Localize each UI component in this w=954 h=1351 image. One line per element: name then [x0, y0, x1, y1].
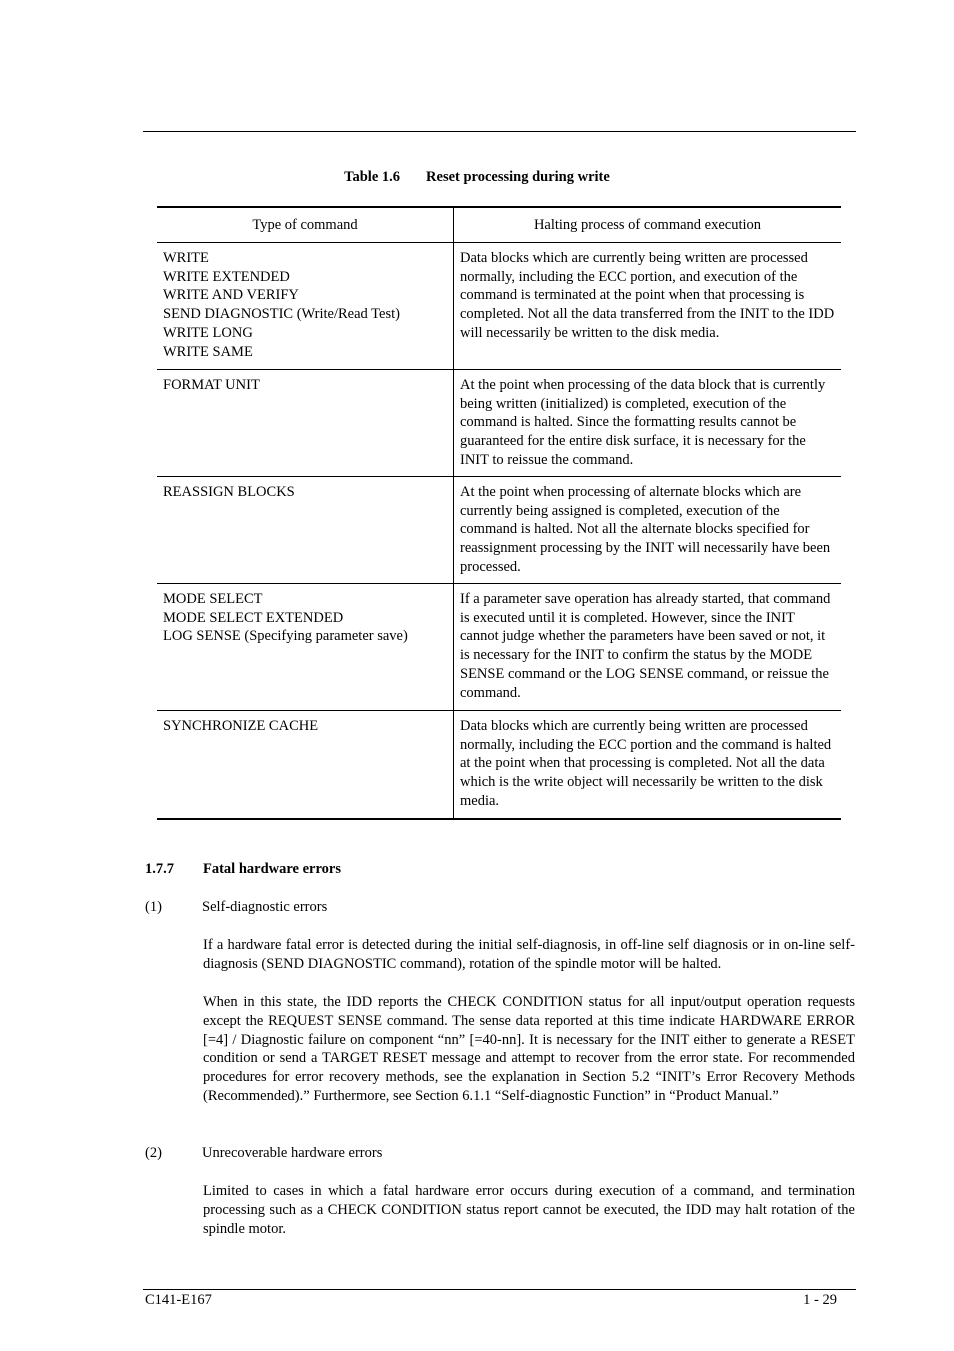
process-cell: At the point when processing of alternate blocks which are currently being assigned is completed, execution of the command is halted. Not all the alternate blocks specified for reassignment processing by the INIT will necessarily have been processed.	[454, 476, 842, 583]
command-cell	[157, 242, 454, 369]
command-name: WRITE AND VERIFY	[163, 287, 299, 304]
process-cell: Data blocks which are currently being written are processed normally, including the ECC portion and the command is halted at the point when that processing is completed. Not all the data which is the write object will necessarily be written to the disk media.	[454, 710, 842, 819]
footer-rule	[143, 1289, 856, 1290]
table-row	[157, 476, 841, 583]
process-cell: At the point when processing of the data block that is currently being written (initialized) is completed, execution of the command is halted. Since the formatting results cannot be guaranteed for the entire disk surface, it is necessary for the INIT to reissue the command.	[454, 369, 842, 476]
table-caption	[0, 169, 954, 186]
command-cell	[157, 583, 454, 710]
item-number: (1)	[145, 899, 162, 915]
command-cell	[157, 476, 454, 583]
item-heading	[145, 899, 327, 916]
command-cell	[157, 369, 454, 476]
paragraph: If a hardware fatal error is detected during the initial self-diagnosis, in off-line self diagnosis or in on-line self-diagnosis (SEND DIAGNOSTIC command), rotation of the spindle motor will be halted.	[203, 937, 855, 972]
section-title: Fatal hardware errors	[203, 861, 341, 877]
table-title: Reset processing during write	[426, 169, 610, 185]
command-cell	[157, 710, 454, 819]
table-number: Table 1.6	[344, 169, 401, 185]
footer-page-number: 1 - 29	[803, 1292, 837, 1308]
table-row	[157, 242, 841, 369]
command-name: REASSIGN BLOCKS	[163, 483, 295, 500]
table-header-row	[157, 207, 841, 242]
process-cell: Data blocks which are currently being written are processed normally, including the ECC portion, and execution of the command is terminated at the point when that processing is completed. Not all the data transferred from the INIT to the IDD will necessarily be written to the disk media.	[454, 242, 842, 369]
item-title: Self-diagnostic errors	[202, 899, 328, 915]
section-number: 1.7.7	[145, 861, 174, 877]
table-row	[157, 583, 841, 710]
section-heading	[145, 861, 341, 878]
command-name: MODE SELECT EXTENDED	[163, 609, 344, 626]
table-row	[157, 710, 841, 819]
header-rule	[143, 131, 856, 132]
table-row	[157, 369, 841, 476]
command-name: FORMAT UNIT	[163, 376, 260, 393]
command-name: LOG SENSE (Specifying parameter save)	[163, 628, 408, 645]
command-name: WRITE	[163, 249, 209, 266]
command-name: SYNCHRONIZE CACHE	[163, 717, 319, 734]
paragraph: Limited to cases in which a fatal hardware error occurs during execution of a command, and termination processing such as a CHECK CONDITION status report cannot be executed, the IDD may halt rotation of the spindle motor.	[203, 1183, 855, 1237]
command-name: SEND DIAGNOSTIC (Write/Read Test)	[163, 306, 400, 323]
item-heading	[145, 1145, 382, 1162]
header-halting-process: Halting process of command execution	[454, 207, 842, 242]
paragraph: When in this state, the IDD reports the CHECK CONDITION status for all input/output operation requests except the REQUEST SENSE command. The sense data reported at this time indicate HARDWARE ERROR [=4] / Diagnostic failure on component “nn” [=40-nn]. It is necessary for the INIT either to generate a RESET condition or send a TARGET RESET message and attempt to recover from the error state. For recommended procedures for error recovery methods, see the explanation in Section 5.2 “INIT’s Error Recovery Methods (Recommended).” Furthermore, see Section 6.1.1 “Self-diagnostic Function” in “Product Manual.”	[203, 994, 855, 1104]
command-name: WRITE LONG	[163, 324, 253, 341]
process-cell: If a parameter save operation has already started, that command is executed until it is completed. However, since the INIT cannot judge whether the parameters have been saved or not, it is necessary for the INIT to confirm the status by the MODE SENSE command or the LOG SENSE command, or reissue the command.	[454, 583, 842, 710]
command-name: WRITE EXTENDED	[163, 268, 290, 285]
header-type-of-command: Type of command	[157, 207, 454, 242]
command-name: MODE SELECT	[163, 590, 263, 607]
footer-doc-id: C141-E167	[145, 1292, 212, 1308]
reset-processing-table	[157, 206, 841, 820]
item-number: (2)	[145, 1145, 162, 1161]
command-name: WRITE SAME	[163, 343, 253, 360]
item-title: Unrecoverable hardware errors	[202, 1145, 383, 1161]
